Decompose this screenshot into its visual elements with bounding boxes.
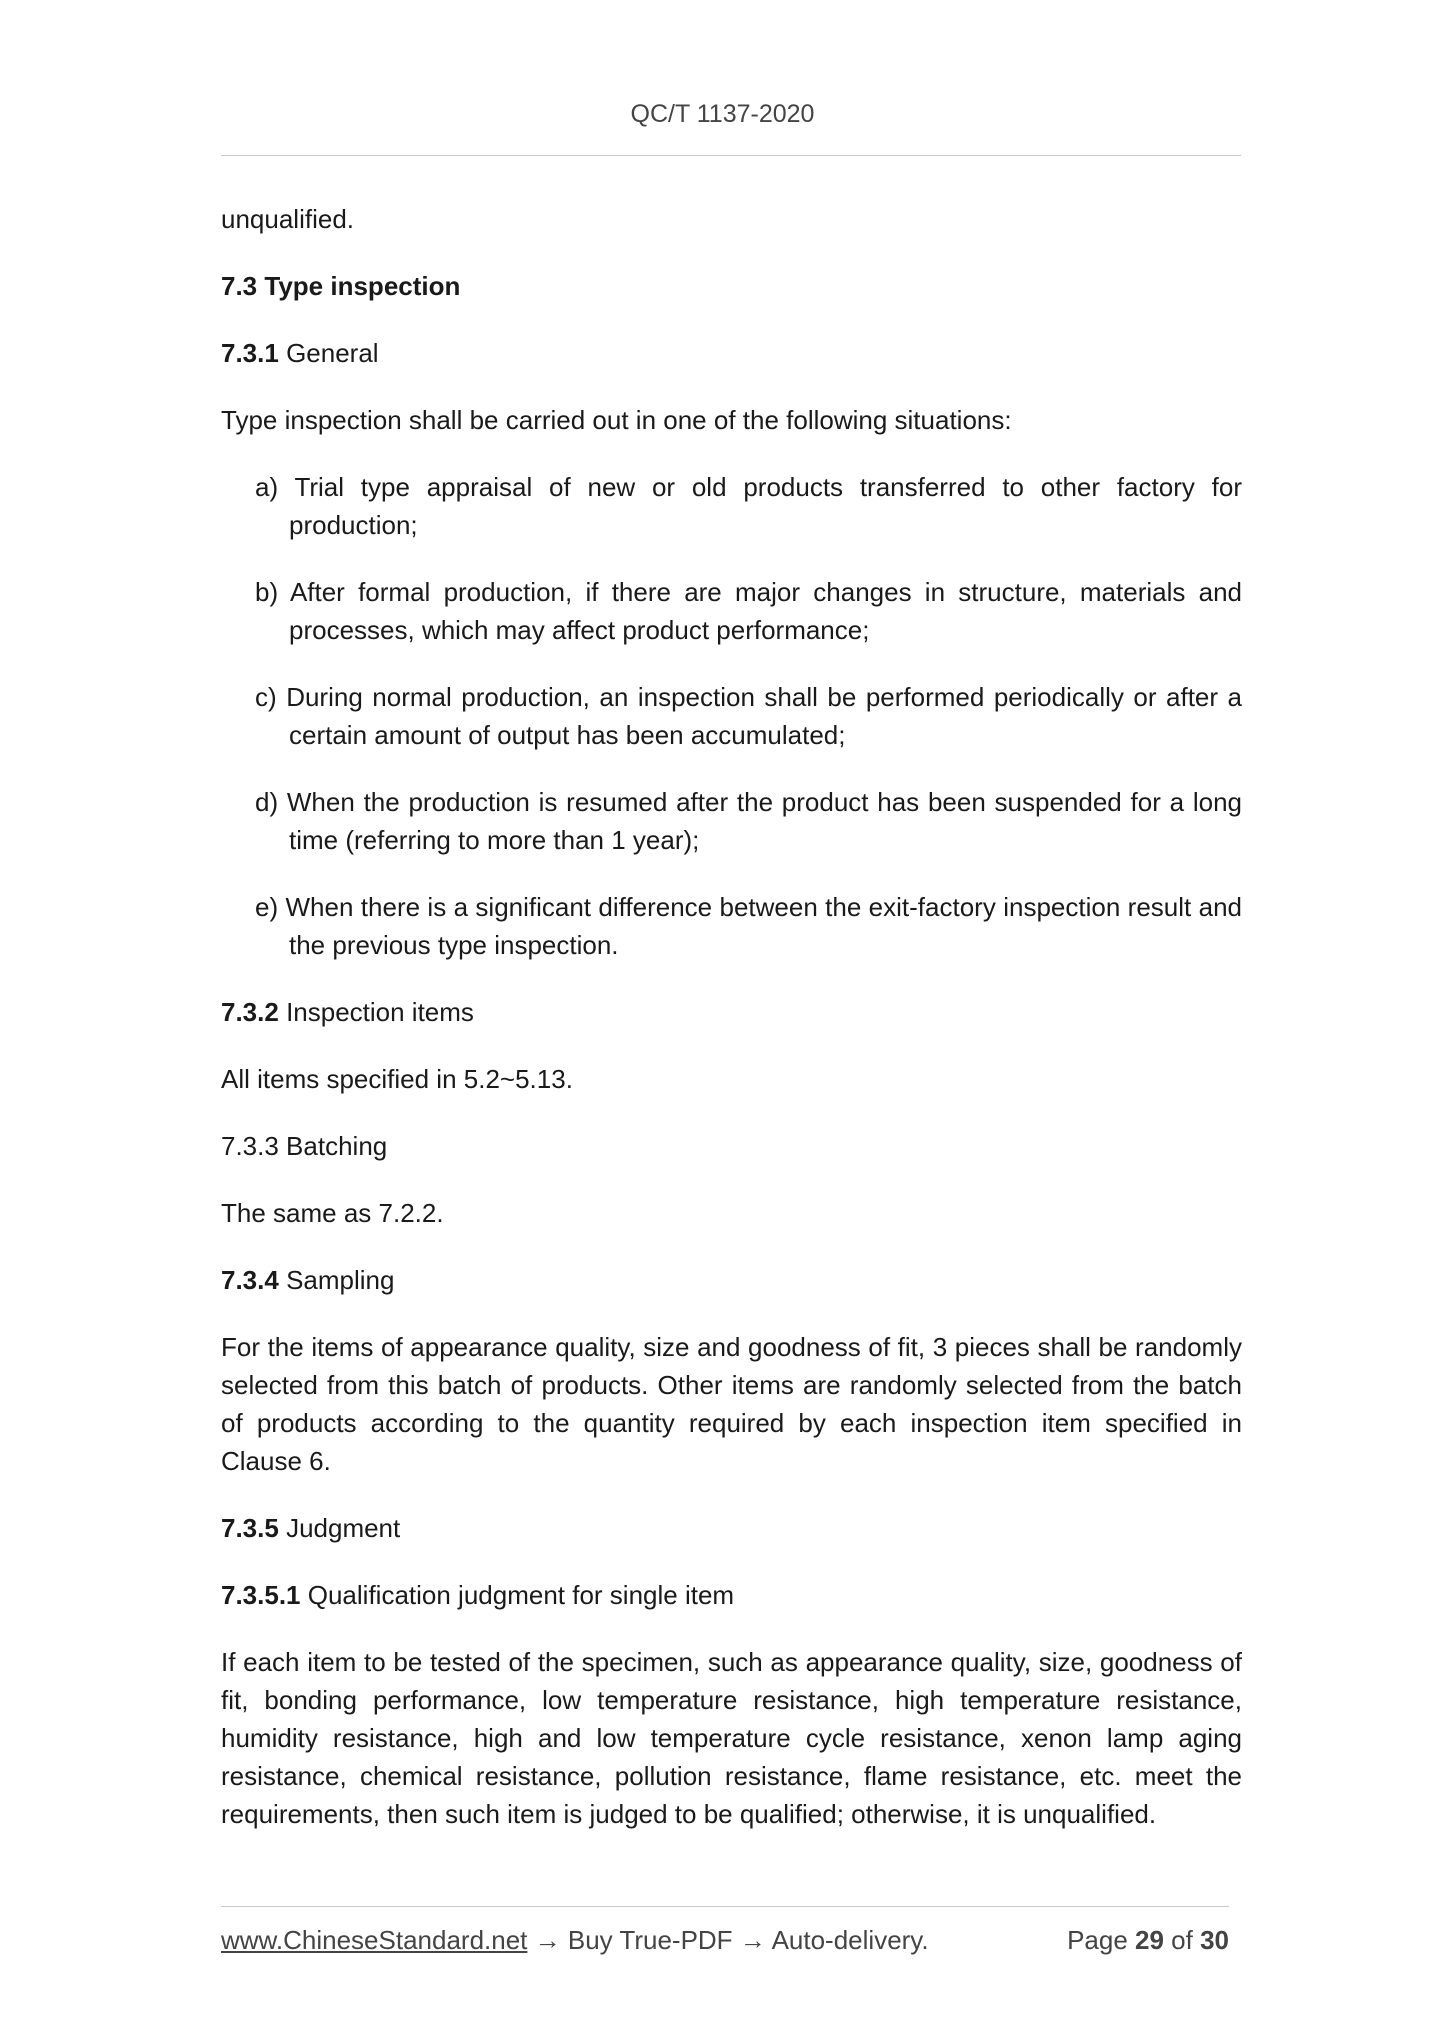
list-item: e) When there is a significant difference between the exit-factory inspection result and the previous type inspection. [255, 892, 1242, 960]
footer-divider [221, 1906, 1229, 1907]
website-link[interactable]: www.ChineseStandard.net [221, 1925, 528, 1955]
section-heading-7-3: 7.3 Type inspection [221, 271, 461, 301]
section-heading-7-3-5-1: 7.3.5.1 Qualification judgment for single item [221, 1580, 735, 1610]
page-number: Page 29 of 30 [1067, 1925, 1229, 1955]
running-header: QC/T 1137-2020 [630, 100, 815, 128]
footer-tagline: → Buy True-PDF → Auto-delivery. [527, 1925, 929, 1955]
page-body [221, 200, 1242, 1862]
header-divider [221, 155, 1241, 156]
list-item: a) Trial type appraisal of new or old products transferred to other factory for production; [255, 472, 1242, 540]
page-footer [221, 1925, 1229, 1956]
paragraph-7-3-2: All items specified in 5.2~5.13. [221, 1064, 573, 1094]
paragraph-7-3-5-1: If each item to be tested of the specimen, such as appearance quality, size, goodness of fit, bonding performance, low temperature resistance, high temperature resistance, humidity resistance, high and low temperature cycle resistance, xenon lamp aging resistance, chemical resistance, pollution resistance, flame resistance, etc. meet the requirements, then such item is judged to be qualified; otherwise, it is unqualified. [221, 1647, 1242, 1829]
paragraph-7-3-4: For the items of appearance quality, size and goodness of fit, 3 pieces shall be randomly selected from this batch of products. Other items are randomly selected from the batch of products according to the quantity required by each inspection item specified in Clause 6. [221, 1332, 1242, 1476]
paragraph-continuation: unqualified. [221, 204, 354, 234]
list-item: c) During normal production, an inspection shall be performed periodically or after a certain amount of output has been accumulated; [255, 682, 1242, 750]
section-heading-7-3-5: 7.3.5 Judgment [221, 1513, 401, 1543]
paragraph-7-3-3: The same as 7.2.2. [221, 1198, 444, 1228]
section-heading-7-3-3: 7.3.3 Batching [221, 1131, 388, 1161]
section-heading-7-3-4: 7.3.4 Sampling [221, 1265, 395, 1295]
list-item: d) When the production is resumed after the product has been suspended for a long time (referring to more than 1 year); [255, 787, 1242, 855]
section-heading-7-3-1: 7.3.1 General [221, 338, 379, 368]
list-item: b) After formal production, if there are major changes in structure, materials and processes, which may affect product performance; [255, 577, 1242, 645]
paragraph-7-3-1-intro: Type inspection shall be carried out in one of the following situations: [221, 405, 1012, 435]
section-heading-7-3-2: 7.3.2 Inspection items [221, 997, 474, 1027]
